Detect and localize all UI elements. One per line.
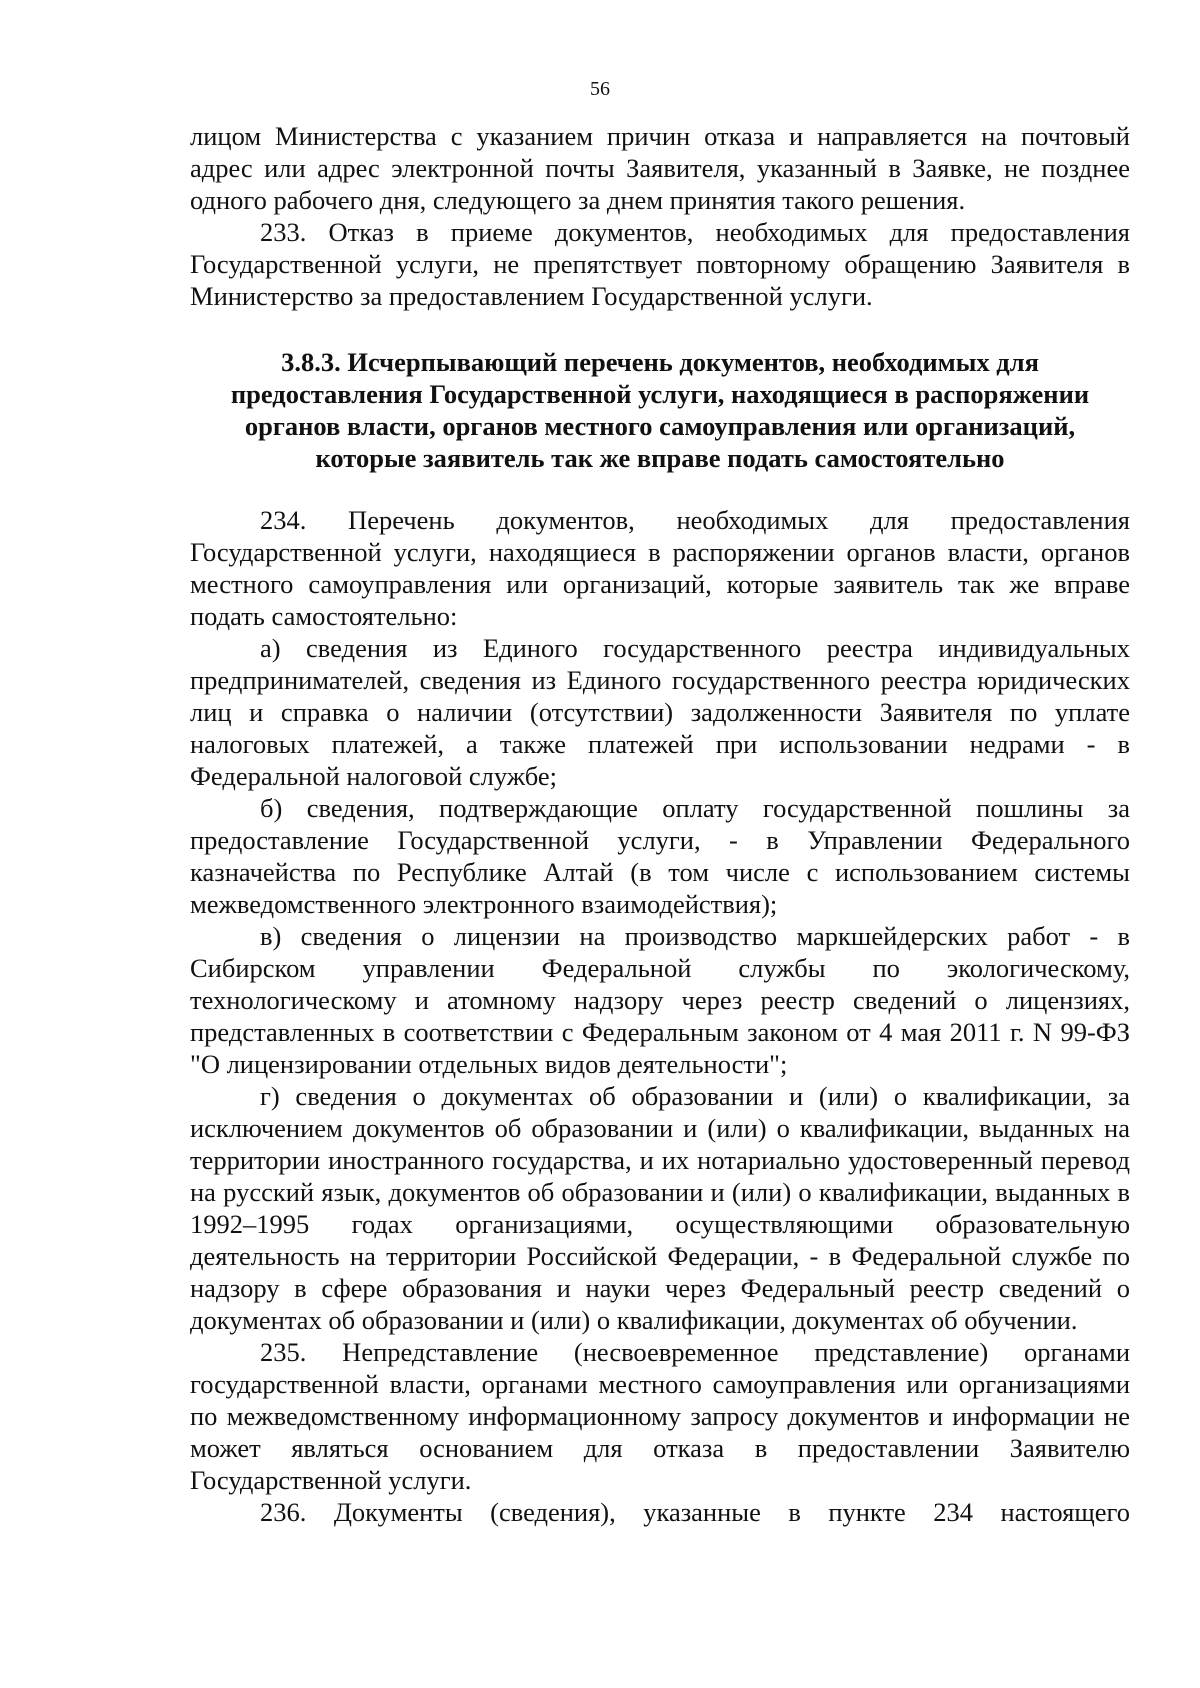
paragraph-234: 234. Перечень документов, необходимых для предоставления Государственной услуги, находящиеся в распоряжении органов власти, органов местного самоуправления или организаций, которые заявитель так же вправе подать самостоятельно: — [190, 505, 1130, 631]
paragraph-233: 233. Отказ в приеме документов, необходимых для предоставления Государственной услуги, не препятствует повторному обращению Заявителя в Министерство за предоставлением Государственной услуги. — [190, 217, 1130, 311]
section-heading-line-4: которые заявитель так же вправе подать самостоятельно — [315, 443, 1005, 473]
section-heading — [190, 346, 1130, 474]
page-number: 56 — [590, 78, 610, 100]
paragraph-235: 235. Непредставление (несвоевременное представление) органами государственной власти, органами местного самоуправления или организациями по межведомственному информационному запросу документов и информации не может являться основанием для отказа в предоставлении Заявителю Государственной услуги. — [190, 1337, 1130, 1495]
paragraph-236: 236. Документы (сведения), указанные в пункте 234 настоящего — [260, 1497, 1130, 1527]
section-heading-line-3: органов власти, органов местного самоуправления или организаций, — [244, 411, 1076, 441]
section-heading-line-2: предоставления Государственной услуги, находящиеся в распоряжении — [230, 379, 1090, 409]
document-body — [190, 120, 1130, 1528]
continuation-paragraph: лицом Министерства с указанием причин отказа и направляется на почтовый адрес или адрес электронной почты Заявителя, указанный в Заявке, не позднее одного рабочего дня, следующего за днем принятия такого решения. — [190, 121, 1130, 215]
list-item-b: б) сведения, подтверждающие оплату государственной пошлины за предоставление Государственной услуги, - в Управлении Федерального казначейства по Республике Алтай (в том числе с использованием системы межведомственного электронного взаимодействия); — [190, 793, 1130, 919]
list-item-a: а) сведения из Единого государственного реестра индивидуальных предпринимателей, сведения из Единого государственного реестра юридических лиц и справка о наличии (отсутствии) задолженности Заявителя по уплате налоговых платежей, а также платежей при использовании недрами - в Федеральной налоговой службе; — [190, 633, 1130, 791]
section-heading-line-1: 3.8.3. Исчерпывающий перечень документов, необходимых для — [281, 347, 1039, 377]
list-item-g: г) сведения о документах об образовании и (или) о квалификации, за исключением документов об образовании и (или) о квалификации, выданных на территории иностранного государства, и их нотариально удостоверенный перевод на русский язык, документов об образовании и (или) о квалификации, выданных в 1992–1995 годах организациями, осуществляющими образовательную деятельность на территории Российской Федерации, - в Федеральной службе по надзору в сфере образования и науки через Федеральный реестр сведений о документах об образовании и (или) о квалификации, документах об обучении. — [190, 1081, 1130, 1335]
list-item-v: в) сведения о лицензии на производство маркшейдерских работ - в Сибирском управлении Федеральной службы по экологическому, технологическому и атомному надзору через реестр сведений о лицензиях, представленных в соответствии с Федеральным законом от 4 мая 2011 г. N 99-ФЗ "О лицензировании отдельных видов деятельности"; — [190, 921, 1130, 1079]
